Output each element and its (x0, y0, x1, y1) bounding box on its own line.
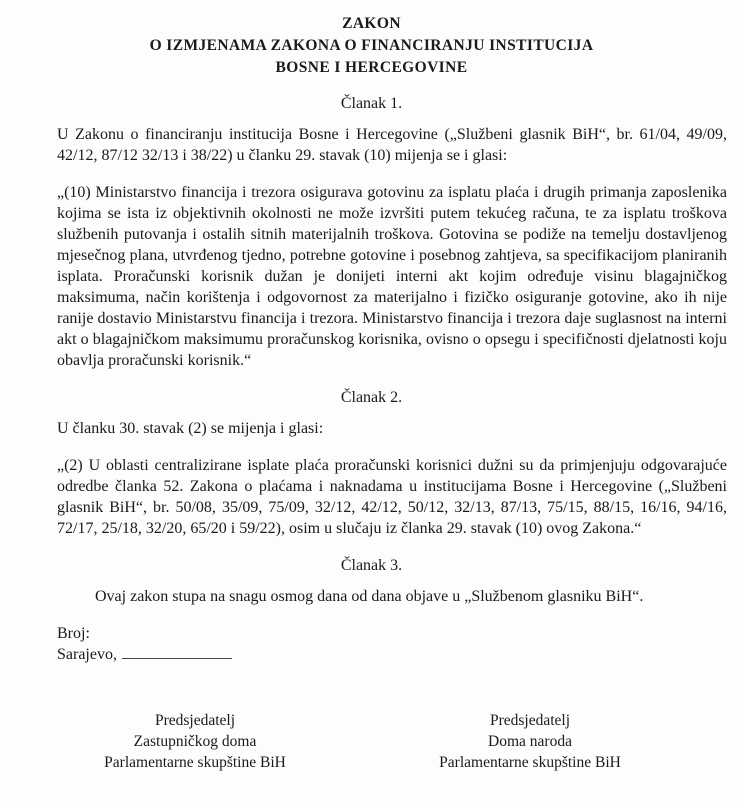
signature-right-line-3: Parlamentarne skupštine BiH (439, 754, 621, 771)
article-2-paragraph-1: U članku 30. stavak (2) se mijenja i glasi: (57, 420, 324, 437)
signature-area (0, 710, 743, 773)
article-2-heading: Članak 2. (340, 389, 403, 406)
article-3-paragraph-1: Ovaj zakon stupa na snagu osmog dana od dana objave u „Službenom glasniku BiH“. (95, 588, 644, 605)
signature-block-right (390, 710, 670, 773)
article-3-heading: Članak 3. (340, 557, 403, 574)
article-1-paragraph-2: „(10) Ministarstvo financija i trezora osigurava gotovinu za isplatu plaća i drugih primanja zaposlenika kojima se ista iz objektivnih okolnosti ne može izvršiti putem tekućeg računa, te za isplatu troškova službenih putovanja i ostalih sitnih materijalnih troškova. Gotovina se podiže na temelju dostavljenog mjesečnog plana, utvrđenog tjedno, potrebne gotovine i posebnog zahtjeva, sa specifikacijom planiranih isplata. Proračunski korisnik dužan je donijeti interni akt kojim određuje visinu blagajničkog maksimuma, način korištenja i odgovornost za materijalno i fizičko osiguranje gotovine, ako ih nije ranije dostavio Ministarstvu financija i trezora. Ministarstvo financija i trezora daje suglasnost na interni akt o blagajničkom maksimumu proračunskog korisnika, ovisno o opsegu i specifičnosti djelatnosti koju obavlja proračunski korisnik.“ (57, 184, 727, 369)
signature-left-line-3: Parlamentarne skupštine BiH (104, 754, 286, 771)
document-title-line-3: BOSNE I HERCEGOVINE (275, 59, 468, 76)
signature-left-line-1: Predsjedatelj (154, 712, 236, 729)
signature-left-line-2: Zastupničkog doma (133, 733, 257, 750)
document-title (0, 13, 743, 79)
document-title-line-1: ZAKON (342, 15, 401, 32)
signature-right-line-2: Doma naroda (488, 733, 572, 750)
place-line (57, 644, 727, 665)
document-footer (57, 623, 727, 665)
signature-block-left (55, 710, 335, 773)
article-1-heading: Članak 1. (340, 95, 403, 112)
date-blank-line (122, 644, 232, 659)
document-title-line-2: O IZMJENAMA ZAKONA O FINANCIRANJU INSTITUCIJA (149, 37, 594, 54)
article-1-paragraph-1: U Zakonu o financiranju institucija Bosne i Hercegovine („Službeni glasnik BiH“, br. 61/04, 49/09, 42/12, 87/12 32/13 i 38/22) u članku 29. stavak (10) mijenja se i glasi: (57, 126, 727, 164)
article-2-paragraph-2: „(2) U oblasti centralizirane isplate plaća proračunski korisnici dužni su da primjenjuju odgovarajuće odredbe članka 52. Zakona o plaćama i naknadama u institucijama Bosne i Hercegovine („Službeni glasnik BiH“, br. 50/08, 35/09, 75/09, 32/12, 42/12, 50/12, 32/13, 87/13, 75/15, 88/15, 16/16, 94/16, 72/17, 25/18, 32/20, 65/20 i 59/22), osim u slučaju iz članka 29. stavak (10) ovog Zakona.“ (57, 457, 727, 537)
number-label: Broj: (57, 625, 90, 642)
place-label: Sarajevo, (57, 646, 117, 663)
signature-right-line-1: Predsjedatelj (489, 712, 571, 729)
